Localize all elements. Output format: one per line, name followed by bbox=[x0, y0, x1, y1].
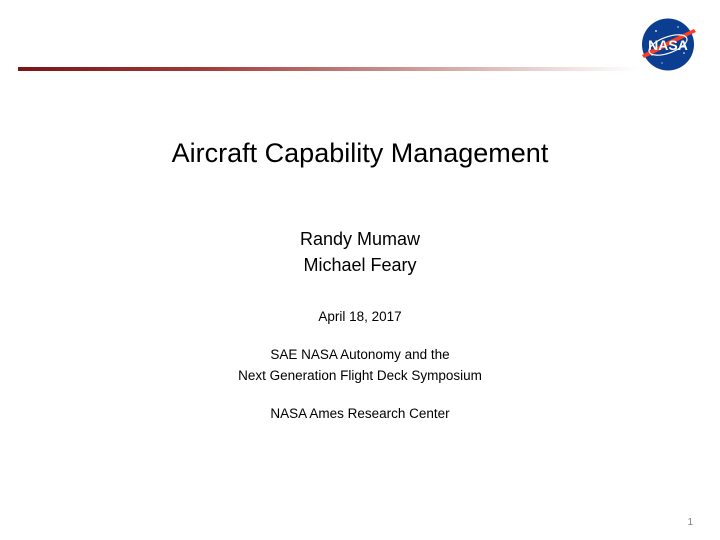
nasa-logo-icon bbox=[638, 17, 698, 72]
presentation-date: April 18, 2017 bbox=[318, 309, 402, 324]
header-rule bbox=[18, 67, 638, 71]
event-name-line: Next Generation Flight Deck Symposium bbox=[238, 368, 482, 383]
author-name: Randy Mumaw bbox=[299, 229, 421, 249]
page-number: 1 bbox=[687, 517, 693, 528]
slide-title: Aircraft Capability Management bbox=[171, 138, 549, 168]
author-name: Michael Feary bbox=[303, 255, 417, 275]
location: NASA Ames Research Center bbox=[270, 406, 450, 421]
logo-wordmark: NASA bbox=[648, 37, 688, 53]
event-name-line: SAE NASA Autonomy and the bbox=[270, 347, 450, 362]
